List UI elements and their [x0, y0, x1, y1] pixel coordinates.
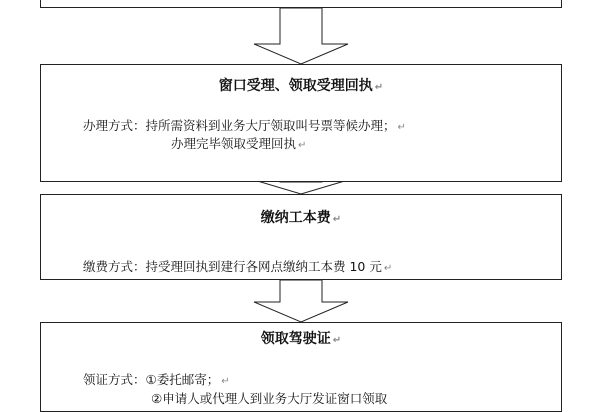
- step-box-fee: [40, 194, 562, 280]
- step-title: 窗口受理、领取受理回执 ↵: [218, 78, 384, 94]
- down-arrow-1: [254, 8, 348, 64]
- previous-step-box: [40, 0, 562, 8]
- step-box-collect: [40, 322, 562, 412]
- step-box-accept: [40, 64, 562, 182]
- step-detail-line: 办理方式：持所需资料到业务大厅领取叫号票等候办理； ↵: [83, 118, 406, 133]
- step-detail-line: ②申请人或代理人到业务大厅发证窗口领取: [151, 391, 388, 406]
- step-detail-line: 办理完毕领取受理回执 ↵: [171, 136, 307, 151]
- step-detail-line: 缴费方式：持受理回执到建行各网点缴纳工本费 10 元 ↵: [83, 259, 393, 274]
- down-arrow-2: [254, 180, 348, 194]
- step-detail-line: 领证方式：①委托邮寄； ↵: [83, 372, 230, 387]
- down-arrow-3: [254, 280, 348, 322]
- step-title: 领取驾驶证 ↵: [260, 331, 342, 347]
- step-title: 缴纳工本费 ↵: [260, 210, 342, 226]
